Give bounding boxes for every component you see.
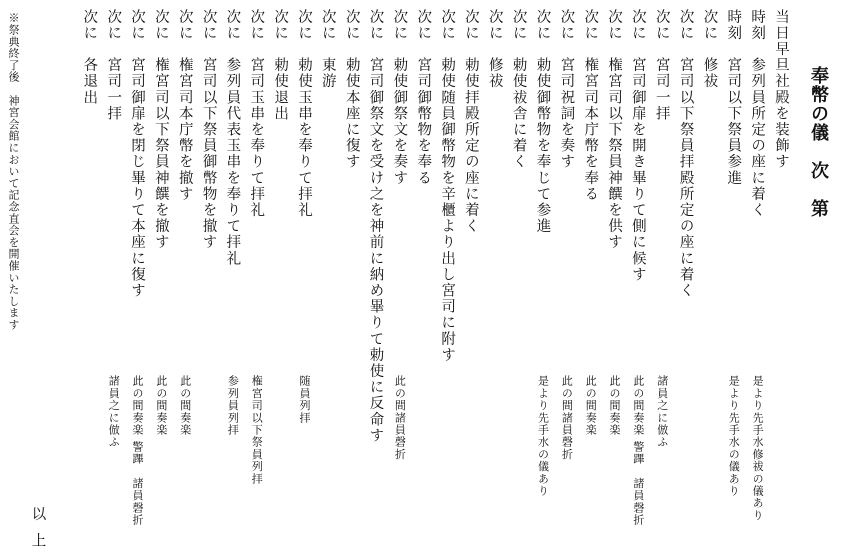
step-text: 次に 権宮司本庁幣を奉る (582, 9, 599, 203)
step-text: 次に 勅使御祭文を奏す (391, 9, 408, 187)
step-text: 次に 東游 (319, 9, 336, 90)
ceremony-step (269, 9, 291, 549)
ceremony-step (675, 9, 697, 549)
step-text: 次に 宮司一拝 (653, 9, 670, 122)
ceremony-step (532, 9, 554, 549)
ceremony-step (126, 9, 148, 549)
step-text: 次に 各退出 (81, 9, 98, 106)
ceremony-step (388, 9, 410, 549)
step-text: 次に 宮司御扉を閉じ畢りて本座に復す (129, 9, 145, 299)
step-text: 次に 修祓 (486, 9, 503, 90)
ceremony-step (78, 9, 100, 549)
step-text: 次に 勅使退出 (272, 9, 289, 122)
ceremony-step (102, 9, 124, 549)
ceremony-step (365, 9, 387, 549)
ceremony-step (293, 9, 315, 549)
step-text: 時刻 参列員所定の座に着く (749, 9, 766, 219)
ceremony-step (722, 9, 744, 549)
ceremony-step (317, 9, 339, 549)
footnote: ※祭典終了後 神宮会館において記念直会を開催いたします (7, 12, 20, 331)
step-note: 諸員之に倣ふ (655, 375, 669, 449)
step-note: 此の間奏楽 (154, 375, 168, 436)
closing-mark: 以上 (29, 506, 46, 559)
step-note: 参列員列拝 (226, 375, 240, 436)
ceremony-step (198, 9, 220, 549)
ceremony-step (555, 9, 577, 549)
step-text: 次に 勅使随員御幣物を辛櫃より出し宮司に附す (439, 9, 456, 364)
step-text: 次に 勅使本座に復す (343, 9, 360, 170)
ceremony-step (746, 9, 768, 549)
step-note: 此の間奏楽 (608, 375, 621, 436)
document-title: 奉幣の儀 次 第 (808, 66, 829, 218)
ceremony-step (508, 9, 530, 549)
step-text: 当日早旦社殿を装飾す (773, 9, 789, 170)
step-text: 次に 宮司以下祭員御幣物を撤す (200, 9, 217, 251)
step-note: 此の間諸員磬折 (393, 375, 407, 461)
step-text: 次に 宮司一拝 (105, 9, 122, 122)
ceremony-step (484, 9, 506, 549)
ceremony-step (221, 9, 243, 549)
step-note: 此の間奏楽 (584, 375, 598, 436)
step-text: 次に 権宮司本庁幣を撤す (176, 9, 193, 203)
step-note: 権宮司以下祭員列拝 (250, 375, 264, 485)
step-text: 次に 権宮司以下祭員神饌を供す (606, 9, 622, 251)
ceremony-step (436, 9, 458, 549)
step-text: 次に 権宮司以下祭員神饌を撤す (152, 9, 169, 251)
step-note: 此の間奏楽 (178, 375, 192, 436)
ceremony-step (699, 9, 721, 549)
step-text: 次に 宮司御扉を開き畢りて側に候す (629, 9, 646, 283)
step-note: 随員列拝 (298, 375, 311, 424)
step-text: 次に 宮司以下祭員拝殿所定の座に着く (677, 9, 694, 299)
step-note: 此の間諸員磬折 (560, 375, 574, 461)
step-text: 次に 勅使祓舎に着く (510, 9, 527, 170)
step-text: 次に 参列員代表玉串を奉りて拝礼 (224, 9, 241, 267)
step-text: 次に 修祓 (701, 9, 718, 90)
step-note: 此の間奏楽 警蹕 諸員磬折 (131, 375, 144, 527)
ceremony-step (579, 9, 601, 549)
step-text: 次に 勅使拝殿所定の座に着く (462, 9, 479, 235)
ceremony-step (770, 9, 792, 549)
step-text: 次に 勅使御幣物を奉じて参進 (534, 9, 551, 235)
ceremony-step (460, 9, 482, 549)
ceremony-step (245, 9, 267, 549)
step-text: 次に 宮司祝詞を奏す (558, 9, 575, 170)
ceremony-step (150, 9, 172, 549)
step-note: 諸員之に倣ふ (107, 375, 121, 449)
step-note: 是より先手水修祓の儀あり (751, 375, 765, 522)
ceremony-step (627, 9, 649, 549)
step-text: 時刻 宮司以下祭員参進 (725, 9, 742, 187)
step-text: 次に 宮司御幣物を奉る (415, 9, 432, 187)
step-text: 次に 勅使玉串を奉りて拝礼 (296, 9, 312, 219)
ceremony-step (603, 9, 625, 549)
step-note: 此の間奏楽 警蹕 諸員磬折 (631, 375, 645, 527)
step-text: 次に 宮司玉串を奉りて拝礼 (248, 9, 265, 219)
ceremony-step (651, 9, 673, 549)
step-note: 是より先手水の儀あり (727, 375, 741, 497)
step-note: 是より先手水の儀あり (536, 375, 550, 497)
step-text: 次に 宮司御祭文を受け之を神前に納め畢りて勅使に反命す (367, 9, 384, 444)
ceremony-step (174, 9, 196, 549)
ceremony-step (412, 9, 434, 549)
ceremony-step (341, 9, 363, 549)
